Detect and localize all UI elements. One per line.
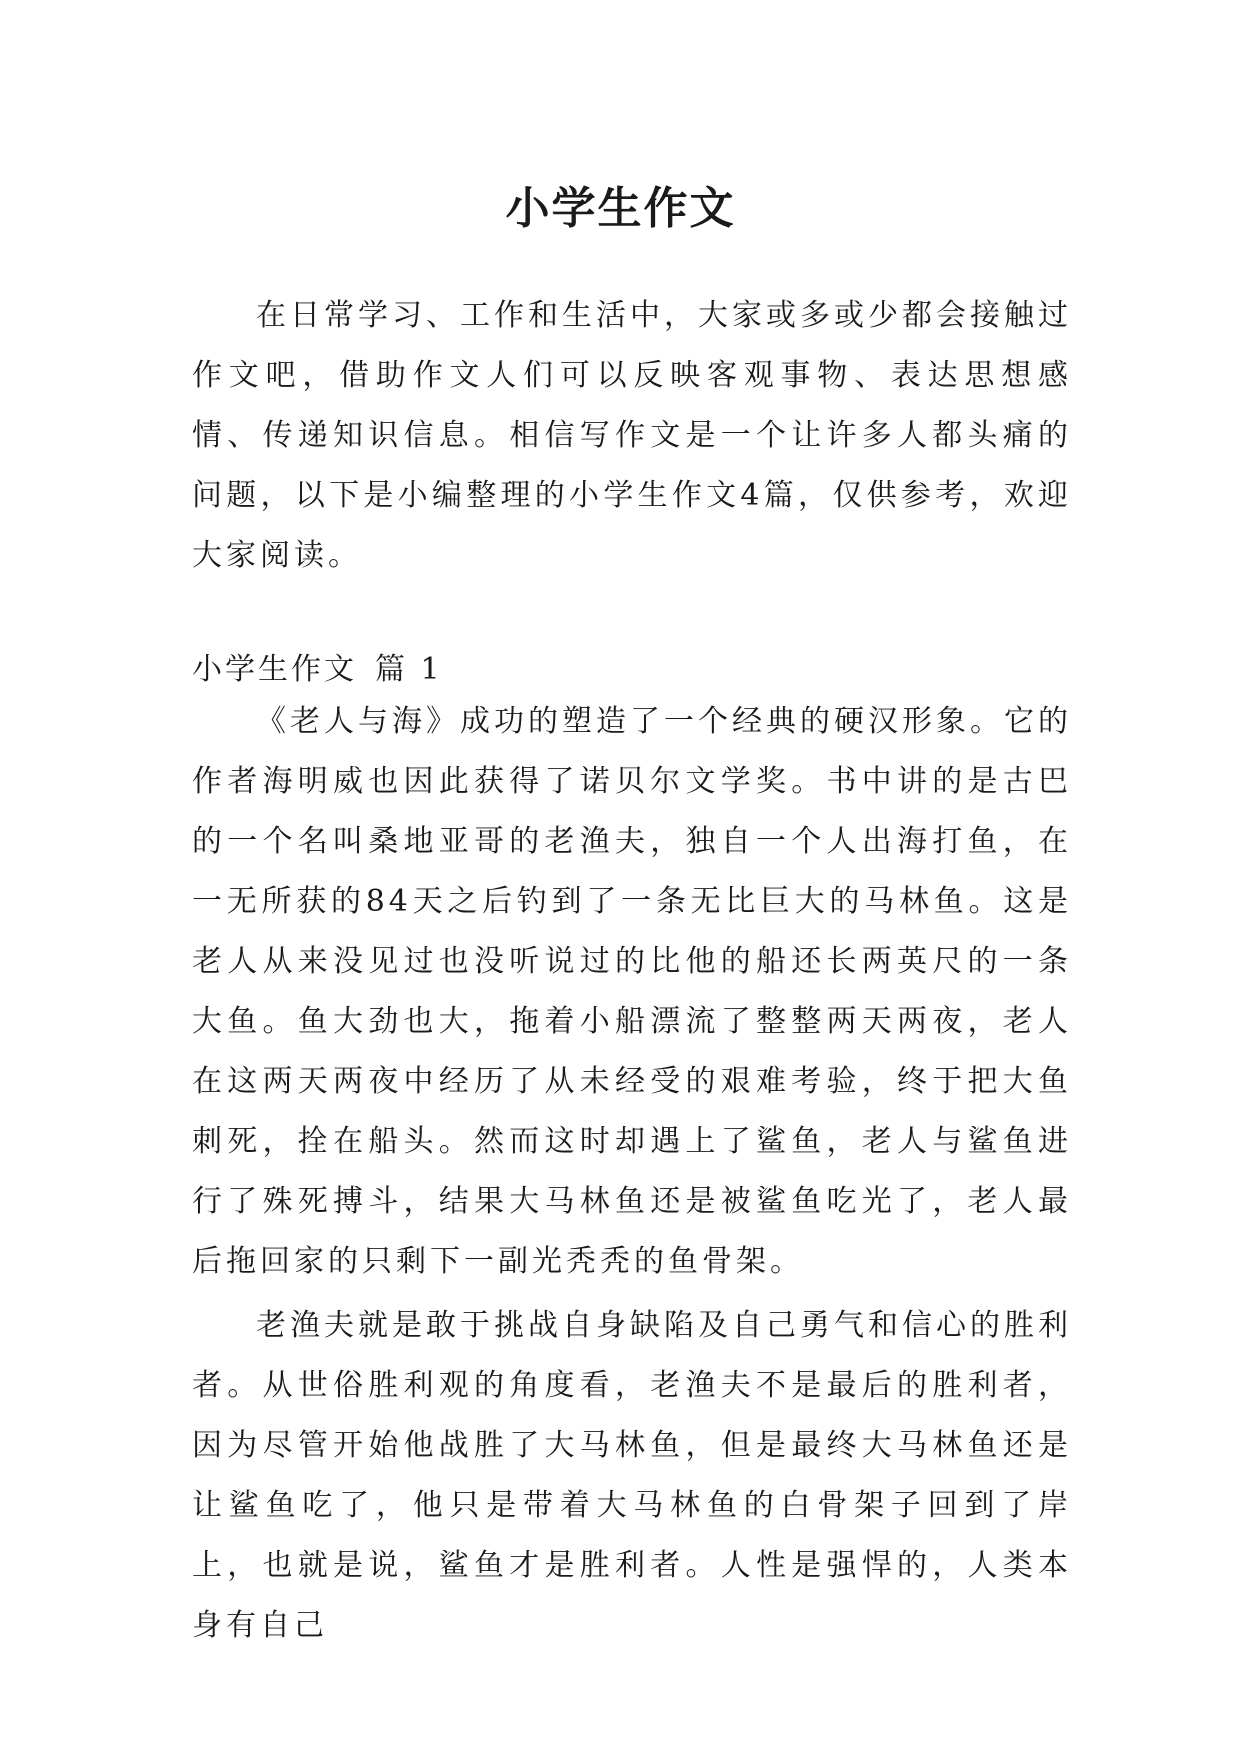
intro-paragraph: 在日常学习、工作和生活中，大家或多或少都会接触过作文吧，借助作文人们可以反映客观事物、表达思想感情、传递知识信息。相信写作文是一个让许多人都头痛的问题，以下是小编整理的小学生作文4篇，仅供参考，欢迎大家阅读。 [192, 298, 1072, 573]
section-body [192, 692, 1072, 1656]
section-heading-number: 篇 1 [375, 652, 443, 687]
section-heading [192, 640, 443, 700]
body-paragraph-1: 《老人与海》成功的塑造了一个经典的硬汉形象。它的作者海明威也因此获得了诺贝尔文学奖。书中讲的是古巴的一个名叫桑地亚哥的老渔夫，独自一个人出海打鱼，在一无所获的84天之后钓到了一条无比巨大的马林鱼。这是老人从来没见过也没听说过的比他的船还长两英尺的一条大鱼。鱼大劲也大，拖着小船漂流了整整两天两夜，老人在这两天两夜中经历了从未经受的艰难考验，终于把大鱼刺死，拴在船头。然而这时却遇上了鲨鱼，老人与鲨鱼进行了殊死搏斗，结果大马林鱼还是被鲨鱼吃光了，老人最后拖回家的只剩下一副光秃秃的鱼骨架。 [192, 704, 1072, 1279]
section-heading-title: 小学生作文 [192, 652, 357, 687]
page-title: 小学生作文 [505, 183, 736, 235]
body-paragraph-2: 老渔夫就是敢于挑战自身缺陷及自己勇气和信心的胜利者。从世俗胜利观的角度看，老渔夫不是最后的胜利者，因为尽管开始他战胜了大马林鱼，但是最终大马林鱼还是让鲨鱼吃了，他只是带着大马林鱼的白骨架子回到了岸上，也就是说，鲨鱼才是胜利者。人性是强悍的，人类本身有自己 [192, 1308, 1072, 1643]
intro-section [192, 286, 1072, 586]
